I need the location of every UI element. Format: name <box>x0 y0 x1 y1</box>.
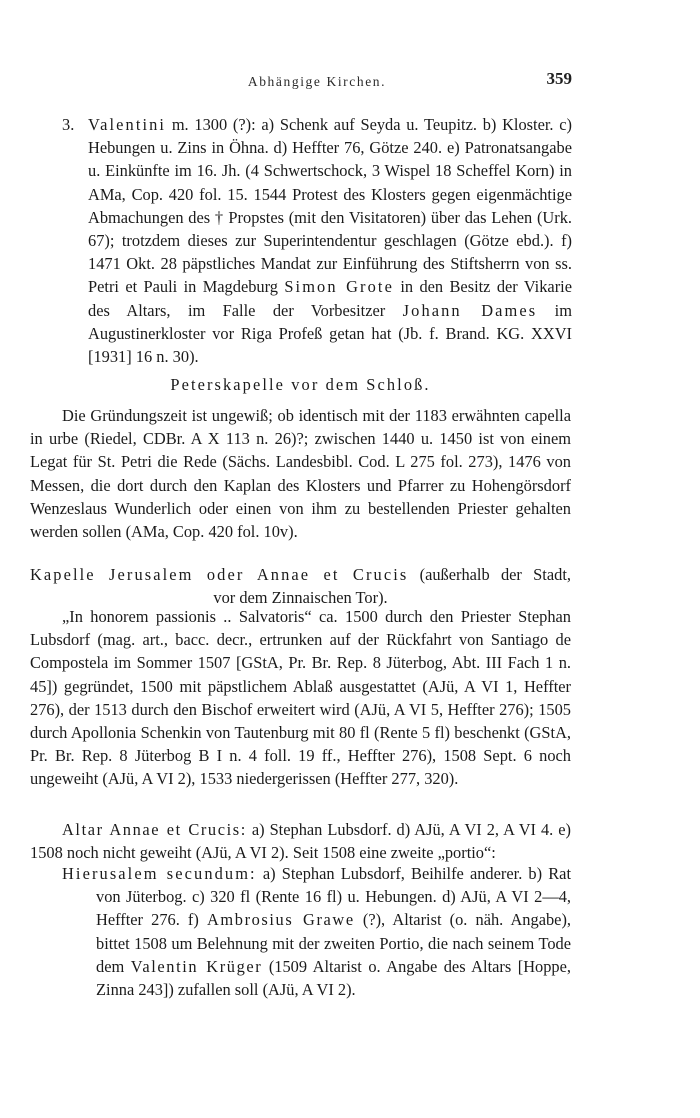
heading-line-1 <box>30 563 571 586</box>
person-name-simon-grote: Simon Grote <box>284 277 394 297</box>
sub-entry-title: Hierusalem secundum: <box>62 864 257 883</box>
section-paragraph-peterskapelle: Die Gründungszeit ist ungewiß; ob identisch mit der 1183 erwähnten capella in urbe (Riedel, CDBr. A X 113 n. 26)?; zwischen 1440 u. 1450 ist von einem Legat für St. Petri die Rede (Sächs. Landesbibl. Cod. L 275 fol. 273), 1476 von Messen, die dort durch den Kaplan des Klosters und Pfarrer zu Hohengörsdorf Wenzeslaus Wunderlich oder einen von ihm zu bestellenden Priester gehalten werden sollen (AMa, Cop. 420 fol. 10v). <box>30 406 571 542</box>
page-number: 359 <box>546 69 572 88</box>
entry-text-2: in den Besitz der Vikarie des Altars, im Falle der Vorbesitzer <box>88 277 572 320</box>
entry-text: m. 1300 (?): a) Schenk auf Seyda u. Teupitz. b) Kloster. c) Hebungen u. Zins in Öhna. d) Heffter 76, Götze 240. e) Patronatsangabe u. Einkünfte im 16. Jh. (4 Schwertschock, 3 Wispel 18 Scheffel Korn) in AMa, Cop. 420 fol. 15. 1544 Protest des Klosters gegen eigenmächtige Abmachungen des † Propstes (mit den Visitatoren) über das Lehen (Urk. 67); trotzdem dieses zur Superintendentur geschlagen (Götze ebd.). f) 1471 Okt. 28 päpstliches Mandat zur Einführung des Stiftsherrn von ss. Petri et Pauli in Magdeburg <box>88 115 572 297</box>
sub-entry-body <box>62 862 571 1001</box>
section-heading-peterskapelle: Peterskapelle vor dem Schloß. <box>170 375 431 394</box>
section-paragraph-altar <box>30 818 571 864</box>
person-name-johann-dames: Johann Dames <box>402 300 538 320</box>
person-name-valentin-krueger: Valentin Krüger <box>130 956 263 976</box>
entry-title: Valentini <box>88 115 167 134</box>
sub-entry-text-3: (1509 Altarist o. Angabe des Altars [Hoppe, Zinna 243]) zufallen soll (AJü, A VI 2). <box>96 956 571 1000</box>
section-paragraph-foundation: „In honorem passionis .. Salvatoris“ ca. 1500 durch den Priester Stephan Lubsdorf (mag. art., bacc. decr., ertrunken auf der Rückfahrt von Santiago de Compostela im Sommer 1507 [GStA, Pr. Br. Rep. 8 Jüterbog, Abt. III Fach 1 n. 45]) gegründet, 1500 mit päpstlichem Ablaß ausgestattet (AJü, A VI 1, Heffter 276), der 1513 durch den Bischof erweitert wird (AJü, A VI 5, Heffter 276); 1505 durch Apollonia Schenkin von Tautenburg mit 80 fl (Rente 5 fl) beschenkt (GStA, Pr. Br. Rep. 8 Jüterbog B I n. 4 foll. 19 ff., Heffter 276), 1508 Sept. 6 noch ungeweiht (AJü, A VI 2), 1533 niedergerissen (Heffter 277, 320). <box>30 607 571 789</box>
person-name-ambrosius-grawe: Ambrosius Grawe <box>206 910 355 930</box>
heading-location: (außerhalb der Stadt, <box>419 565 571 584</box>
entry-text-3: im Augustinerkloster vor Riga Profeß getan hat (Jb. f. Brand. KG. XXVI [1931] 16 n. 30). <box>88 300 572 367</box>
sub-entry-hierusalem <box>62 862 571 1001</box>
entry-number: 3. <box>62 115 75 134</box>
heading-line-2: vor dem Zinnaischen Tor). <box>213 588 388 608</box>
sub-entry-text-1: a) Stephan Lubsdorf, Beihilfe anderer. b) Rat von Jüterbog. c) 320 fl (Rente 16 fl) u. Hebungen. d) AJü, A VI 2—4, Heffter 276. f) <box>96 864 571 930</box>
sub-entry-text-2: (?), Altarist (o. näh. Angabe), bittet 1508 um Belehnung mit der zweiten Portio, die nach seinem Tode dem <box>96 910 571 976</box>
altar-name: Altar Annae et Crucis: <box>62 820 247 839</box>
page-header <box>62 70 572 92</box>
entry-body <box>88 113 572 368</box>
heading-chapel-name: Kapelle Jerusalem oder Annae et Crucis <box>30 565 409 584</box>
running-head: Abhängige Kirchen. <box>247 74 387 89</box>
section-heading-kapelle-jerusalem <box>30 563 571 609</box>
altar-text: a) Stephan Lubsdorf. d) AJü, A VI 2, A VI 4. e) 1508 noch nicht geweiht (AJü, A VI 2). Seit 1508 eine zweite „portio“: <box>30 820 571 863</box>
entry-valentini <box>62 113 572 368</box>
